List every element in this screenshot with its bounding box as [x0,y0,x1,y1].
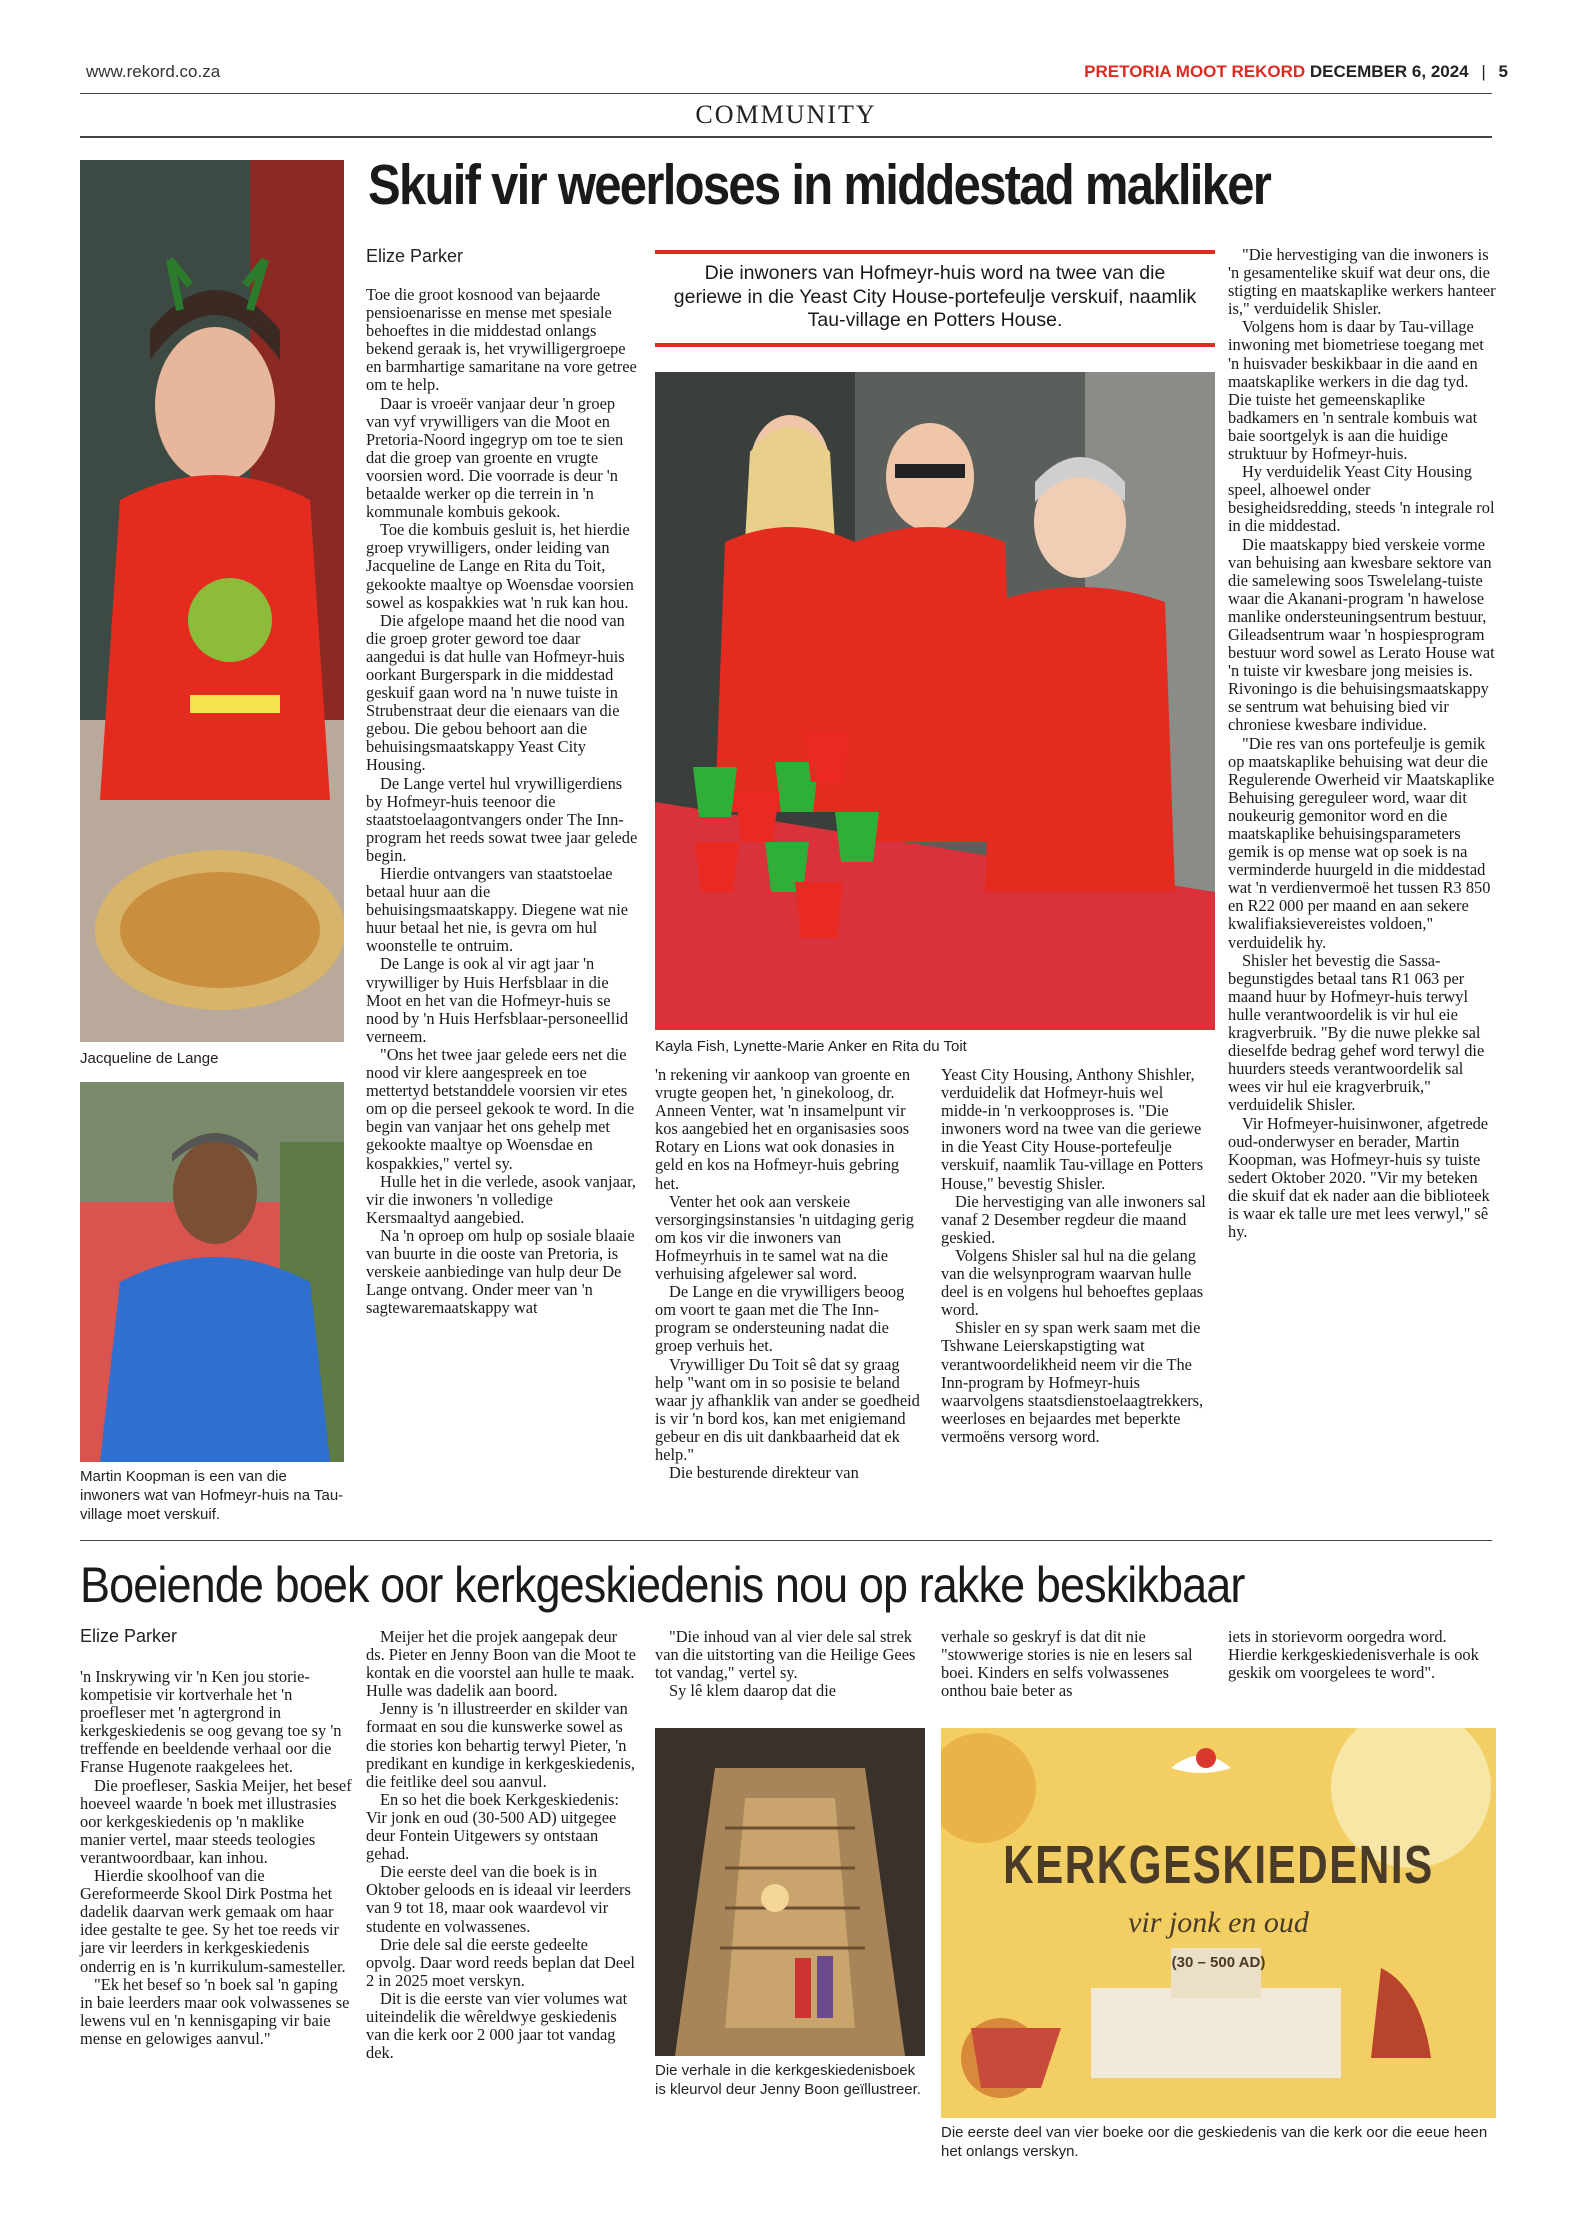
paragraph: Vir Hofmeyer-huisinwoner, afgetrede oud-onderwyser en berader, Martin Koopman, was Hofmeyr-huis sy tuiste sedert Oktober 2020. "Vir my beteken die skuif dat ek nader aan die biblioteek is waar ek talle ure met lees verwyl," sê hy. [1228,1113,1490,1242]
caption-book-illustration: Die verhale in die kerkgeskiedenisboek is kleurvol deur Jenny Boon geïllustreer. [655,2062,921,2098]
paragraph: Meijer het die projek aangepak deur ds. Pieter en Jenny Boon van die Moot te kontak en die voorstel aan hulle te maak. Hulle was dadelik aan boord. [366,1627,636,1701]
issue-date: DECEMBER 6, 2024 [1309,62,1469,81]
article-divider [80,1540,1492,1541]
pull-quote-rule-bottom [655,343,1215,347]
paragraph: "Ons het twee jaar gelede eers net die nood vir klere aangespreek en toe mettertyd betstanddele voorsien vir etes om op die perseel gekook te word. In die begin van vanjaar het ons gehelp met gekookte maaltye op Woensdae en kospakkies," vertel sy. [366,1044,635,1173]
cover-subtitle: vir jonk en oud [1128,1906,1309,1939]
article1-column-1 [366,286,638,1317]
paragraph: Volgens Shisler sal hul na die gelang van die welsynprogram waarvan hulle deel is en volgens hul behoeftes geplaas word. [941,1245,1204,1320]
paragraph: Hy verduidelik Yeast City Housing speel, alhoewel onder besigheidsredding, steeds 'n integrale rol in die middestad. [1228,462,1495,536]
caption-jacqueline: Jacqueline de Lange [80,1050,219,1067]
photo-jacqueline [80,160,344,1042]
article2-headline: Boeiende boek oor kerkgeskiedenis nou op rakke beskikbaar [80,1557,1245,1613]
paragraph: Volgens hom is daar by Tau-village inwoning met biometriese toegang met 'n huisvader beskikbaar in die aand en maatskaplike werkers in die dag tyd. Die tuiste het gemeenskaplike badkamers en 'n sentrale kombuis wat baie soortgelyk is aan die huidige struktuur by Hofmeyr-huis. [1228,317,1484,464]
section-rule [80,136,1492,138]
paragraph: iets in storievorm oorgedra word. Hierdie kerkgeskiedenisverhale is ook geskik om voorgelees te word". [1228,1627,1479,1683]
paragraph: Die hervestiging van alle inwoners sal vanaf 2 Desember regdeur die maand geskied. [941,1191,1206,1247]
paragraph: "Ek het besef so 'n boek sal 'n gaping in baie leerders maar ook volwassenes se lewens vul en 'n kennisgaping vir baie mense en gelowiges aanvul." [80,1974,350,2048]
paragraph: Hierdie skoolhoof van die Gereformeerde Skool Dirk Postma het dadelik daarvan werk gemaak om haar idee gestalte te gee. Sy het toe reeds vir jare vir leerders in kerkgeskiedenis onderrig en is 'n kurrikulum-samesteller. [80,1866,346,1976]
cover-period: (30 – 500 AD) [1171,1954,1266,1971]
paragraph: De Lange vertel hul vrywilligerdiens by Hofmeyr-huis teenoor die staatstoelaagontvangers onder The Inn-program het reeds sowat twee jaar gelede begin. [366,773,638,865]
paragraph: Die eerste deel van die boek is in Oktober geloods en is ideaal vir leerders van 9 tot 18, maar ook waardevol vir studente en volwassenes. [366,1862,631,1936]
pull-quote: Die inwoners van Hofmeyr-huis word na twee van die geriewe in die Yeast City House-portefeulje verskuif, naamlik Tau-village en Potters House. [673,262,1197,331]
paragraph: "Die res van ons portefeulje is gemik op maatskaplike behuising wat deur die Regulerende Owerheid vir Maatskaplike Behuising gereguleer word, waar dit noukeurig gemonitor word en die maatskaplike behuisingsparameters gemik is op mense wat op soek is na verminderde huurgeld in die middestad wat 'n verdienvermoë het tussen R3 850 en R22 000 per maand en aan sekere kwalifiaksievereistes voldoen," verduidelik hy. [1228,733,1495,952]
paper-name: PRETORIA MOOT REKORD [1084,62,1306,81]
article2-column-2 [366,1628,638,2062]
paragraph: verhale so geskryf is dat dit nie "stowwerige stories is nie en lesers sal boei. Kinders en selfs volwassenes onthou baie beter as [941,1627,1193,1701]
photo-volunteers [655,372,1215,1030]
paragraph: 'n Inskrywing vir 'n Ken jou storie-kompetisie vir kortverhale het 'n proefleser met 'n agtergrond in kerkgeskiedenis se oog gevang toe sy 'n treffende en beeldende verhaal oor die Franse Hugenote raakgelees het. [80,1667,342,1777]
paragraph: 'n rekening vir aankoop van groente en vrugte geopen het, 'n ginekoloog, dr. Anneen Venter, wat 'n insamelpunt vir kos aangebied het en organisasies soos Rotary en Lions wat ook donasies in geld en kos na Hofmeyr-huis gebring het. [655,1065,911,1193]
paragraph: Jenny is 'n illustreerder en skilder van formaat en sou die kunswerke sowel as die stories kon behartig terwyl Pieter, 'n predikant en kundige in kerkgeskiedenis, die feitlike deel sou aanvul. [366,1699,636,1791]
article1-column-3 [941,1066,1213,1446]
paragraph: Toe die groot kosnood van bejaarde pensioenarisse en mense met spesiale behoeftes in die middestad onlangs bekend geraak is, het vrywilligergroepe en barmhartige samaritane na vore getree om te help. [366,285,637,395]
paragraph: Hulle het in die verlede, asook vanjaar, vir die inwoners 'n volledige Kersmaaltyd aangebied. [366,1171,637,1227]
article1-headline: Skuif vir weerloses in middestad makliker [368,153,1271,217]
paragraph: "Die inhoud van al vier dele sal strek van die uitstorting van die Heilige Gees tot vandag," vertel sy. [655,1627,916,1683]
paragraph: En so het die boek Kerkgeskiedenis: Vir jonk en oud (30-500 AD) uitgegee deur Fontein Uitgewers sy ontstaan gehad. [366,1789,619,1864]
paragraph: Daar is vroeër vanjaar deur 'n groep van vyf vrywilligers van die Moot en Pretoria-Noord ingegryp om toe te sien dat die groep van groente en vrugte voorsien word. Die voorrade is deur 'n betaalde werker op die terrein in 'n kommunale kombuis gekook. [366,393,624,522]
paragraph: De Lange is ook al vir agt jaar 'n vrywilliger by Huis Herfsblaar in die Moot en het van die Hofmeyr-huis se nood by 'n Huis Herfsblaar-personeellid verneem. [366,954,629,1046]
article2-column-4 [941,1628,1213,1700]
site-url[interactable]: www.rekord.co.za [86,62,221,81]
caption-volunteers: Kayla Fish, Lynette-Marie Anker en Rita du Toit [655,1038,967,1055]
paragraph: Die afgelope maand het die nood van die groep groter geword toe daar aangedui is dat hulle van Hofmeyr-huis oorkant Burgerspark in die middestad geskuif gaan word na 'n nuwe tuiste in Strubenstraat deur die eienaars van die gebou. Die gebou behoort aan die behuisingsmaatskappy Yeast City Housing. [366,610,625,775]
paragraph: Shisler en sy span werk saam met die Tshwane Leierskapstigting wat verantwoordelikheid neem vir die The Inn-program by Hofmeyr-huis waarvolgens staatsdienstoelaagtrekkers, weerloses en bejaardes met beperkte vermoëns versorg word. [941,1318,1204,1446]
photo-book-illustration [655,1728,925,2056]
section-label: COMMUNITY [695,100,877,129]
page-number: 5 [1498,62,1508,81]
paragraph: Die besturende direkteur van [669,1463,859,1483]
paragraph: Yeast City Housing, Anthony Shishler, verduidelik dat Hofmeyr-huis wel midde-in 'n verkoopproses is. "Die inwoners word na twee van die geriewe in die Yeast City House-portefeulje verskuif, naamlik Tau-village en Potters House," bevestig Shisler. [941,1065,1204,1193]
pull-quote-rule-top [655,250,1215,254]
cover-title: KERKGESKIEDENIS [1003,1835,1434,1895]
paragraph: De Lange en die vrywilligers beoog om voort te gaan met die The Inn-program se ondersteuning nadat die groep verhuis het. [655,1282,905,1356]
paragraph: Hierdie ontvangers van staatstoelae betaal huur aan die behuisingsmaatskappy. Diegene wat nie huur betaal het nie, is gevra om hul woonstelle te ontruim. [366,864,629,956]
article1-column-2 [655,1066,923,1482]
article2-column-3 [655,1628,927,1700]
masthead-separator: | [1481,62,1486,81]
paragraph: Na 'n oproep om hulp op sosiale blaaie van buurte in die ooste van Pretoria, is verskeie aanbiedinge van hulp deur De Lange ontvang. Onder meer van 'n sagtewaremaatskappy wat [366,1225,635,1318]
paragraph: "Die hervestiging van die inwoners is 'n gesamentelike skuif wat deur ons, die stigting en maatskaplike werkers hanteer is," verduidelik Shisler. [1228,245,1496,319]
paragraph: Shisler het bevestig die Sassa-begunstigdes betaal tans R1 063 per maand huur by Hofmeyr-huis terwyl hulle verantwoordelik is vir hul eie kragverbruik. "By die nuwe plekke sal dieselfde bedrag gehef word terwyl die huurders steeds verantwoordelik sal wees vir hul eie kragverbruik," verduidelik Shisler. [1228,950,1485,1115]
article2-byline: Elize Parker [80,1626,178,1646]
caption-martin: Martin Koopman is een van die inwoners wat van Hofmeyr-huis na Tau-village moet verskuif. [80,1468,344,1523]
caption-book-cover: Die eerste deel van vier boeke oor die geskiedenis van die kerk oor die eeue heen het onlangs verskyn. [941,2124,1488,2160]
paragraph: Toe die kombuis gesluit is, het hierdie groep vrywilligers, onder leiding van Jacqueline de Lange en Rita du Toit, gekookte maaltye op Woensdae voorsien sowel as kospakkies wat 'n ruk kan hou. [366,520,634,612]
paragraph: Drie dele sal die eerste gedeelte opvolg. Daar word reeds beplan dat Deel 2 in 2025 moet verskyn. [366,1934,635,1990]
article1-column-4 [1228,246,1496,1241]
paragraph: Sy lê klem daarop dat die [669,1681,837,1701]
header-rule [80,93,1492,94]
paragraph: Dit is die eerste van vier volumes wat uiteindelik die wêreldwye geskiedenis van die kerk oor 2 000 jaar tot vandag dek. [366,1988,628,2063]
paragraph: Die maatskappy bied verskeie vorme van behuising aan kwesbare sektore van die samelewing soos Tswelelang-tuiste waar die Akanani-program 'n hawelose manlike ondersteuningsentrum bestuur, Gileadsentrum waar 'n hospiesprogram bestuur word sowel as Lerato House wat 'n tuiste vir kwesbare jong meisies is. Rivoningo is die behuisingsmaatskappy se sentrum wat behuising bied vir chroniese kwesbare individue. [1228,534,1495,735]
book-cover [941,1728,1496,2118]
article2-column-1 [80,1668,352,2048]
article1-byline: Elize Parker [366,246,464,266]
photo-martin [80,1082,344,1462]
paragraph: Die proefleser, Saskia Meijer, het besef hoeveel waarde 'n boek met illustrasies oor kerkgeskiedenis op 'n maklike manier vertel, maar steeds teologies verantwoordbaar, kan inhou. [80,1775,352,1867]
masthead [1084,62,1508,82]
paragraph: Venter het ook aan verskeie versorgingsinstansies 'n uitdaging gerig om kos vir die inwoners van Hofmeyrhuis in te samel wat na die verhuising afgelewer sal word. [655,1191,914,1284]
paragraph: Vrywilliger Du Toit sê dat sy graag help "want om in so posisie te beland waar jy afhanklik van ander se goedheid is vir 'n bord kos, kan met enigiemand gebeur en dis uit dankbaarheid dat ek help." [655,1354,920,1464]
article2-column-5 [1228,1628,1496,1682]
